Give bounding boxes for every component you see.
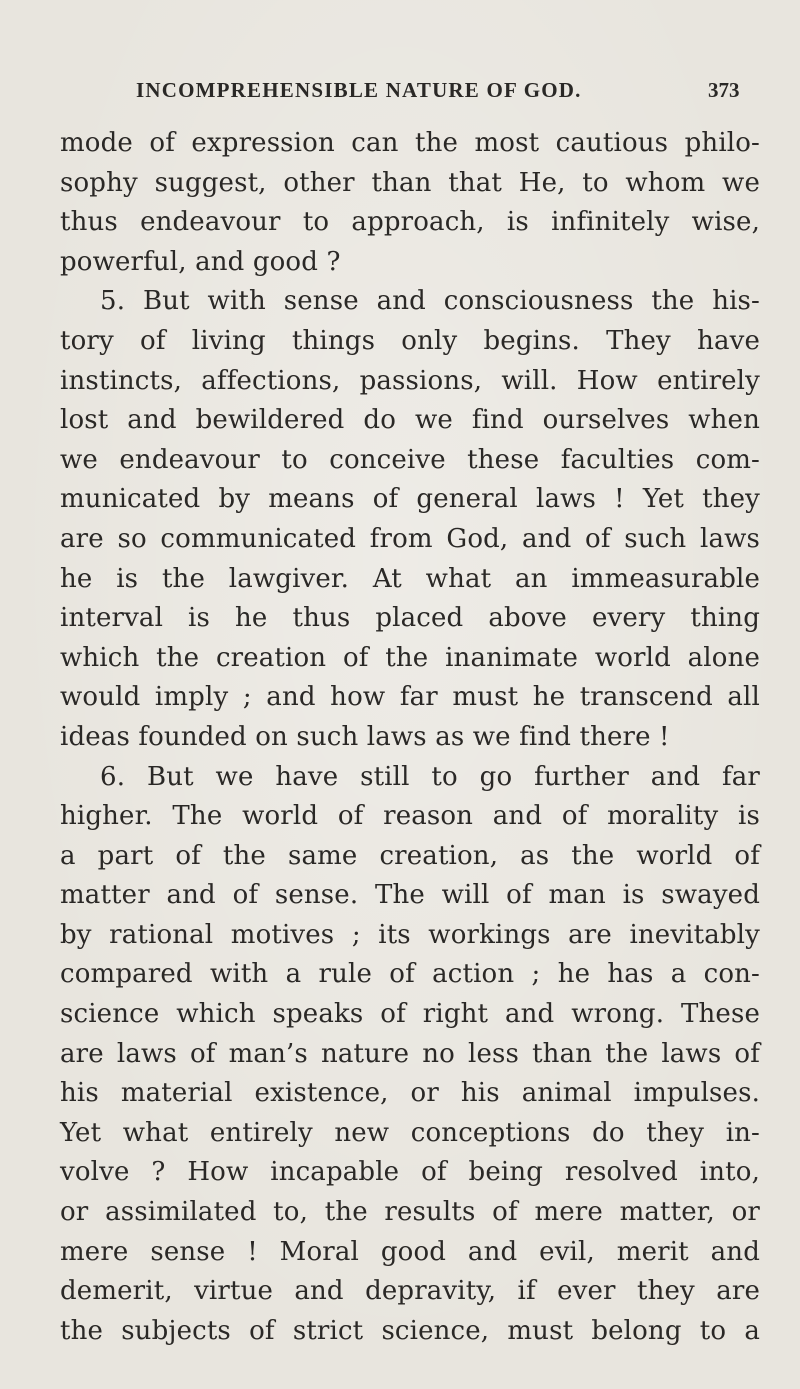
text-line: powerful, and good ?	[60, 246, 341, 277]
text-line: by rational motives ; its workings are inevitably	[60, 919, 760, 950]
text-line: matter and of sense. The will of man is swayed	[60, 880, 760, 911]
body-text	[60, 124, 760, 1351]
text-line: would imply ; and how far must he transcend all	[60, 682, 760, 713]
text-line: thus endeavour to approach, is infinitely wise,	[60, 207, 760, 238]
text-line: compared with a rule of action ; he has a con-	[60, 959, 760, 990]
text-line: volve ? How incapable of being resolved into,	[60, 1157, 760, 1188]
text-line: lost and bewildered do we find ourselves when	[60, 405, 760, 436]
text-line: which the creation of the inanimate world alone	[60, 642, 760, 673]
text-line: mode of expression can the most cautious philo-	[60, 128, 760, 158]
text-line: we endeavour to conceive these faculties com-	[60, 444, 760, 475]
text-line: higher. The world of reason and of morality is	[60, 801, 760, 832]
text-line: municated by means of general laws ! Yet they	[60, 484, 760, 515]
text-line: Yet what entirely new conceptions do they in-	[60, 1117, 760, 1148]
text-line: a part of the same creation, as the world of	[60, 840, 760, 871]
text-line: are laws of man’s nature no less than the laws of	[60, 1038, 760, 1069]
text-line: tory of living things only begins. They have	[60, 325, 760, 356]
text-line: instincts, affections, passions, will. How entirely	[60, 365, 760, 396]
text-line: mere sense ! Moral good and evil, merit and	[60, 1236, 760, 1267]
page-number: 373	[708, 78, 740, 102]
text-line: ideas founded on such laws as we find there !	[60, 721, 670, 752]
text-line: sophy suggest, other than that He, to whom we	[60, 167, 760, 198]
text-line: interval is he thus placed above every thing	[60, 603, 760, 634]
text-line: science which speaks of right and wrong. These	[60, 999, 760, 1030]
running-head-title: INCOMPREHENSIBLE NATURE OF GOD.	[136, 78, 582, 102]
paragraph-6-start: 6. But we have still to go further and far	[100, 761, 760, 792]
text-line: are so communicated from God, and of such laws	[60, 523, 760, 554]
text-line: the subjects of strict science, must belong to a	[60, 1315, 760, 1346]
text-line: he is the lawgiver. At what an immeasurable	[60, 563, 760, 594]
text-line: demerit, virtue and depravity, if ever they are	[60, 1276, 760, 1307]
running-head	[0, 78, 800, 108]
paragraph-5-start: 5. But with sense and consciousness the his-	[100, 286, 760, 317]
text-line: or assimilated to, the results of mere matter, or	[60, 1197, 760, 1228]
text-line: his material existence, or his animal impulses.	[60, 1078, 760, 1109]
